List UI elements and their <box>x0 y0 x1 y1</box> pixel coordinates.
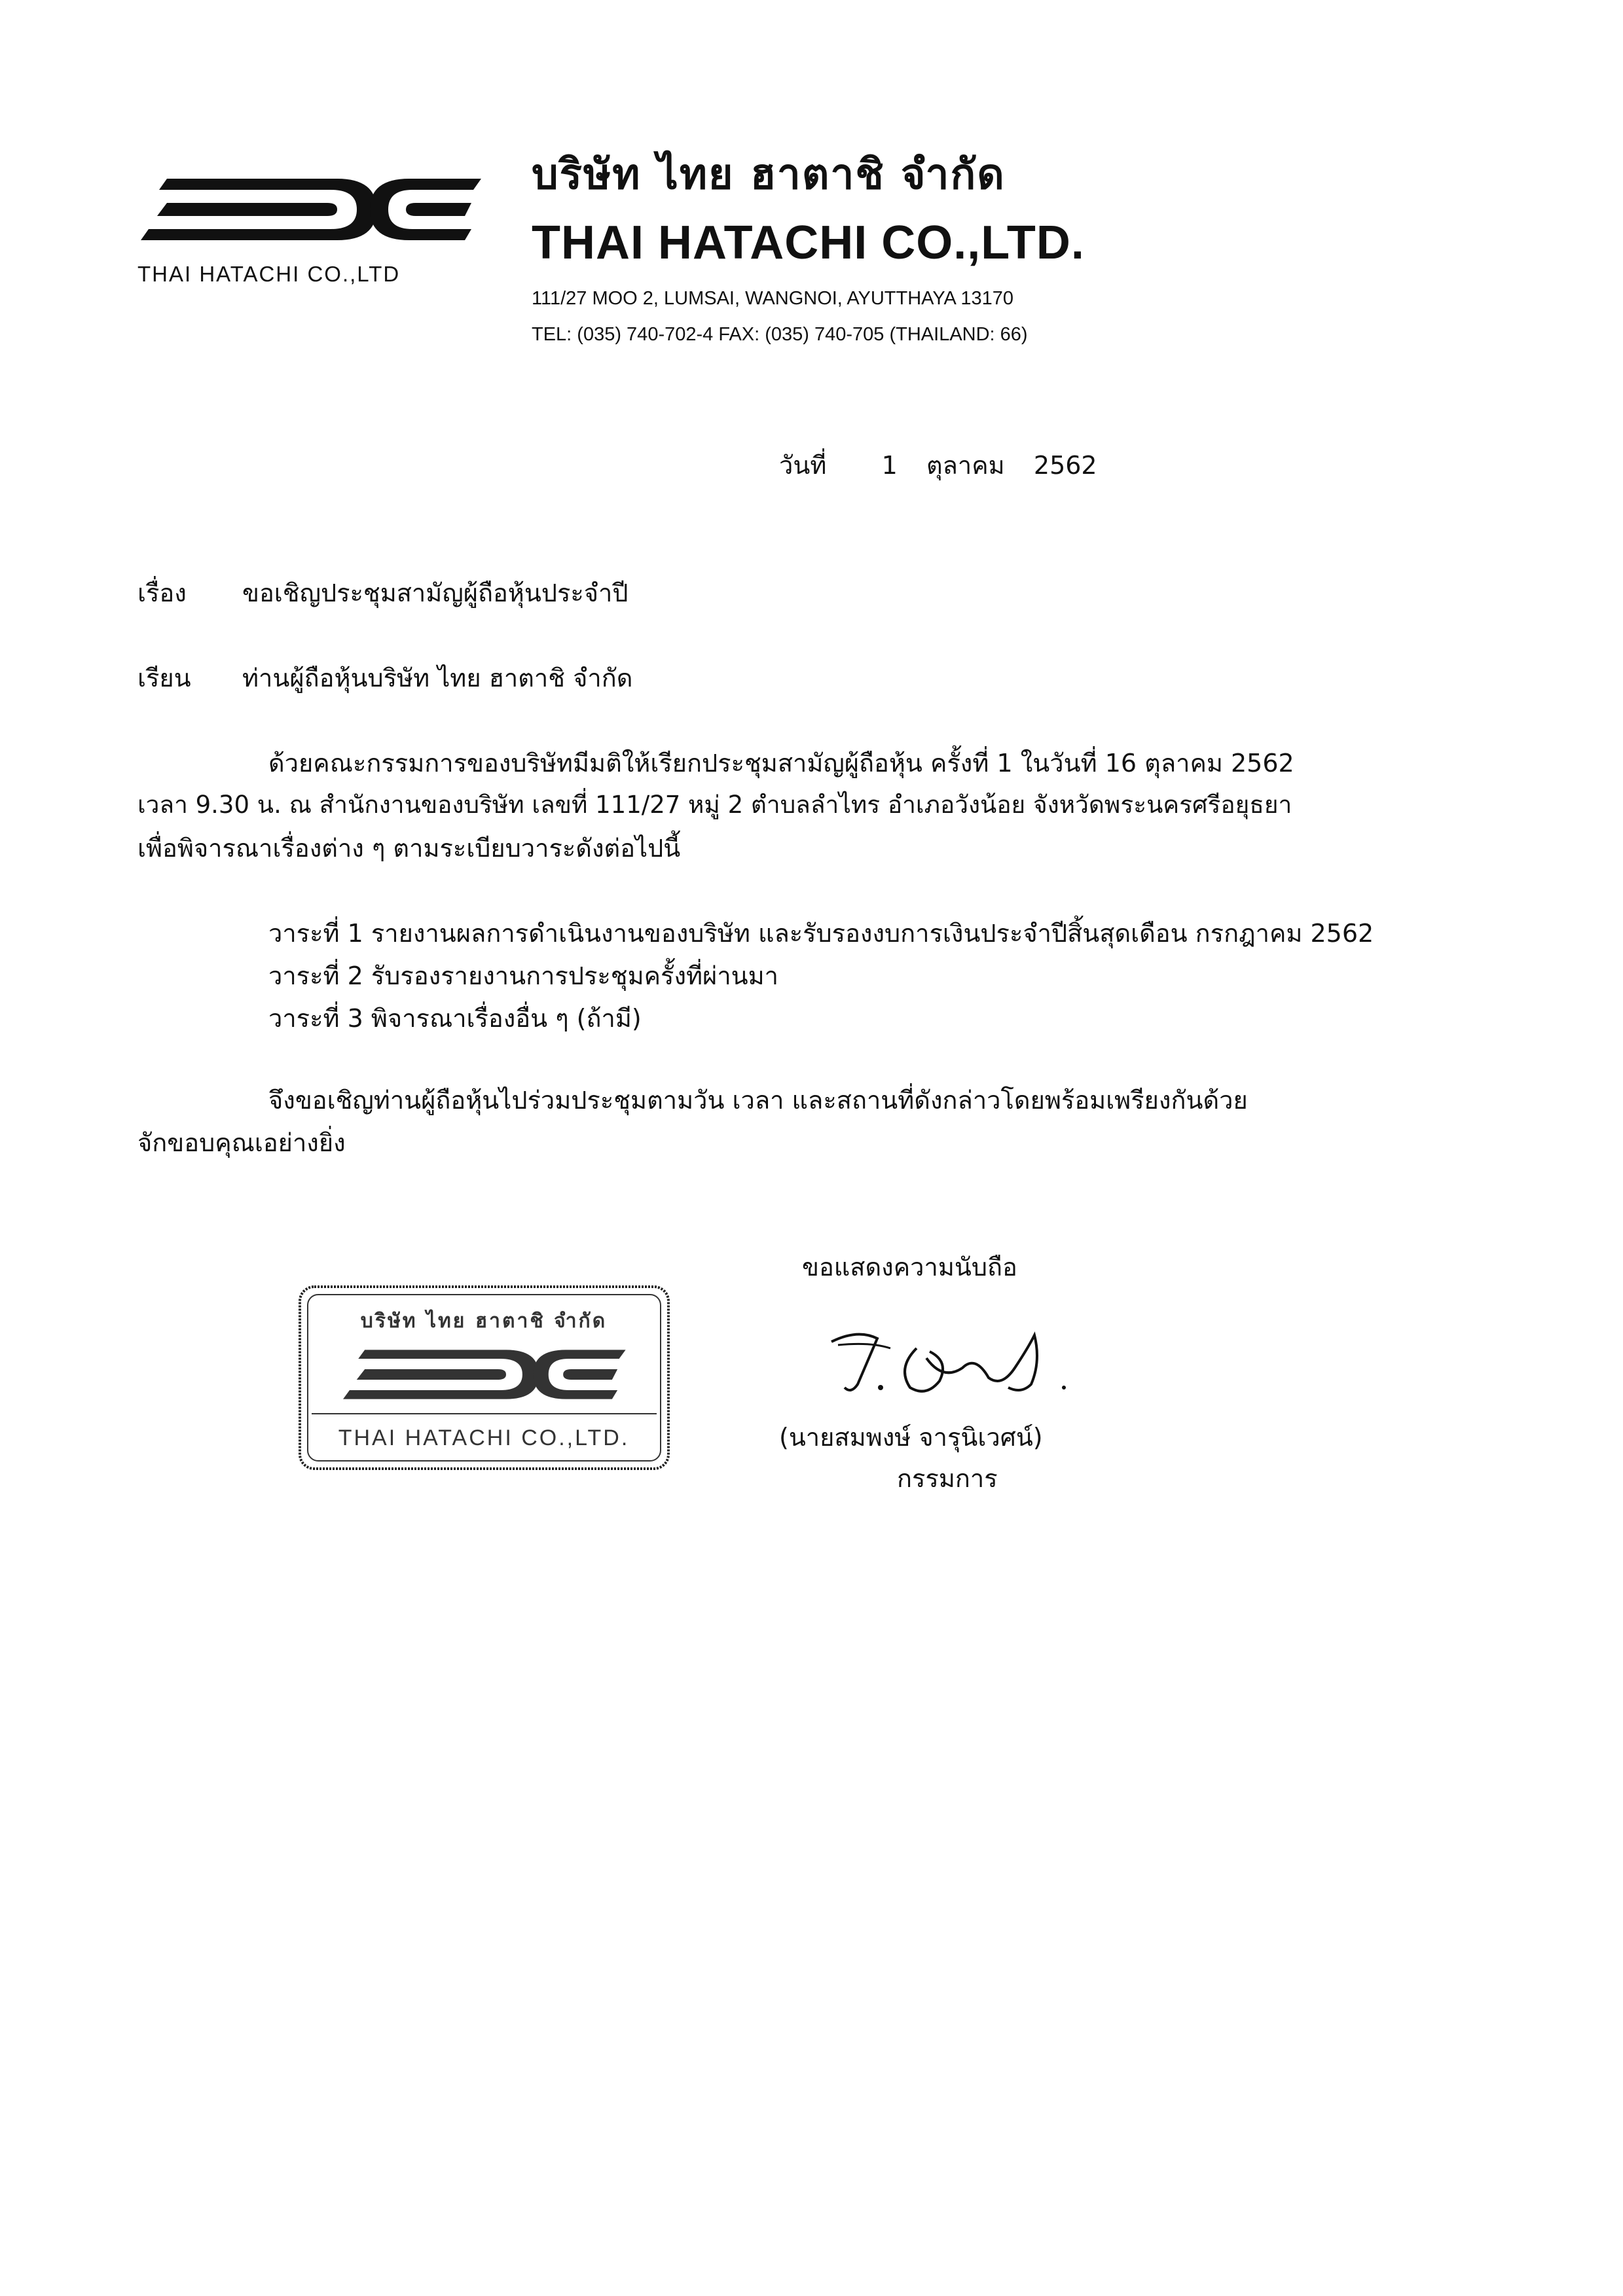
recipient-text: ท่านผู้ถือหุ้นบริษัท ไทย ฮาตาชิ จำกัด <box>242 664 633 692</box>
date-day: 1 <box>881 451 898 480</box>
company-stamp <box>296 1283 672 1473</box>
date-month: ตุลาคม <box>926 451 1005 480</box>
company-logo <box>141 167 481 252</box>
recipient-label: เรียน <box>137 664 191 692</box>
signatory-name: (นายสมพงษ์ จารุนิเวศน์) <box>779 1423 1043 1452</box>
date-label: วันที่ <box>779 451 827 480</box>
company-name-thai: บริษัท ไทย ฮาตาชิ จำกัด <box>532 151 1006 199</box>
handwritten-signature <box>812 1322 1087 1407</box>
date-year: 2562 <box>1033 451 1097 480</box>
signatory-title: กรรมการ <box>897 1464 998 1493</box>
date-line <box>779 445 1097 485</box>
stamp-bottom-text: THAI HATACHI CO.,LTD. <box>338 1426 630 1450</box>
logo-caption: THAI HATACHI CO.,LTD <box>137 262 401 286</box>
paragraph-line-1: ด้วยคณะกรรมการของบริษัทมีมติให้เรียกประชุมสามัญผู้ถือหุ้น ครั้งที่ 1 ในวันที่ 16 ตุลาคม 2562 <box>268 749 1294 778</box>
subject-text: ขอเชิญประชุมสามัญผู้ถือหุ้นประจำปี <box>242 579 629 607</box>
subject-label: เรื่อง <box>137 579 187 607</box>
closing-line-2: จักขอบคุณเอย่างยิ่ง <box>137 1128 346 1157</box>
agenda-item-1: วาระที่ 1 รายงานผลการดำเนินงานของบริษัท และรับรองงบการเงินประจำปีสิ้นสุดเดือน กรกฎาคม 2562 <box>268 919 1374 948</box>
paragraph-line-3: เพื่อพิจารณาเรื่องต่าง ๆ ตามระเบียบวาระดังต่อไปนี้ <box>137 834 681 863</box>
company-address: 111/27 MOO 2, LUMSAI, WANGNOI, AYUTTHAYA 13170 <box>532 288 1013 309</box>
agenda-item-2: วาระที่ 2 รับรองรายงานการประชุมครั้งที่ผ่านมา <box>268 961 779 990</box>
agenda-item-3: วาระที่ 3 พิจารณาเรื่องอื่น ๆ (ถ้ามี) <box>268 1004 642 1033</box>
company-name-english: THAI HATACHI CO.,LTD. <box>532 217 1085 269</box>
paragraph-line-2: เวลา 9.30 น. ณ สำนักงานของบริษัท เลขที่ 111/27 หมู่ 2 ตำบลลำไทร อำเภอวังน้อย จังหวัดพระนครศรีอยุธยา <box>137 791 1292 819</box>
stamp-top-text: บริษัท ไทย ฮาตาชิ จำกัด <box>360 1310 608 1333</box>
regards-text: ขอแสดงความนับถือ <box>802 1253 1017 1282</box>
closing-line-1: จึงขอเชิญท่านผู้ถือหุ้นไปร่วมประชุมตามวัน เวลา และสถานที่ดังกล่าวโดยพร้อมเพรียงกันด้วย <box>268 1086 1248 1115</box>
company-contact: TEL: (035) 740-702-4 FAX: (035) 740-705 (THAILAND: 66) <box>532 324 1028 345</box>
